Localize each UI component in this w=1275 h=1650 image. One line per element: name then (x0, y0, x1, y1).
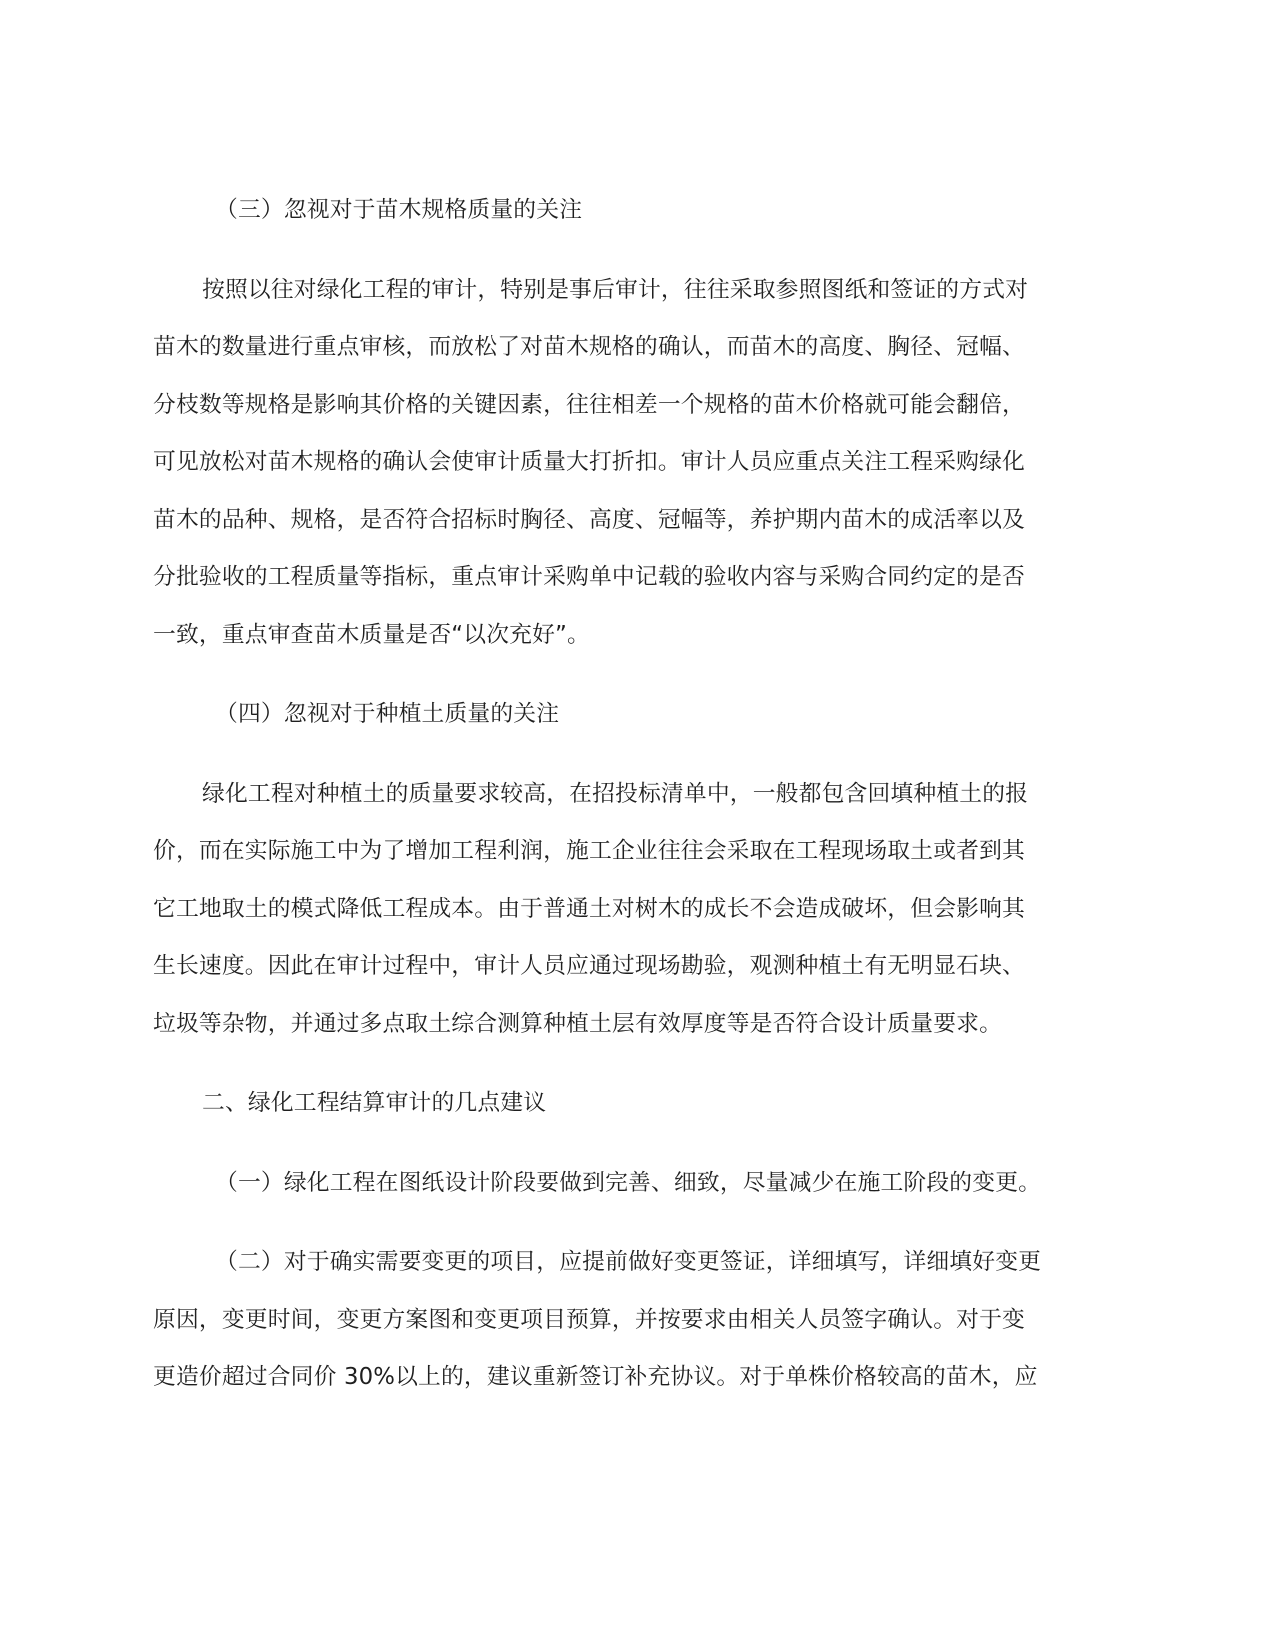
subheading-3: （三）忽视对于苗木规格质量的关注 (215, 197, 583, 223)
recommendation-2-line-2: 原因，变更时间，变更方案图和变更项目预算，并按要求由相关人员签字确认。对于变 (153, 1306, 1025, 1333)
paragraph-4-line-1: 绿化工程对种植土的质量要求较高，在招投标清单中，一般都包含回填种植土的报 (202, 780, 1029, 807)
paragraph-4-line-3: 它工地取土的模式降低工程成本。由于普通土对树木的成长不会造成破坏，但会影响其 (153, 895, 1025, 922)
paragraph-3-line-5: 苗木的品种、规格，是否符合招标时胸径、高度、冠幅等，养护期内苗木的成活率以及 (153, 506, 1025, 533)
paragraph-4-line-4: 生长速度。因此在审计过程中，审计人员应通过现场勘验，观测种植土有无明显石块、 (153, 953, 1025, 979)
recommendation-2-line-3: 更造价超过合同价 30%以上的，建议重新签订补充协议。对于单株价格较高的苗木，应 (153, 1364, 1038, 1390)
paragraph-3-line-1: 按照以往对绿化工程的审计，特别是事后审计，往往采取参照图纸和签证的方式对 (202, 276, 1029, 303)
paragraph-3-line-2: 苗木的数量进行重点审核，而放松了对苗木规格的确认，而苗木的高度、胸径、冠幅、 (153, 334, 1025, 360)
section-2-heading: 二、绿化工程结算审计的几点建议 (202, 1090, 547, 1116)
paragraph-4-line-2: 价，而在实际施工中为了增加工程利润，施工企业往往会采取在工程现场取土或者到其 (153, 838, 1025, 864)
paragraph-3-line-3: 分枝数等规格是影响其价格的关键因素，往往相差一个规格的苗木价格就可能会翻倍， (153, 391, 1025, 418)
paragraph-3-line-7: 一致，重点审查苗木质量是否“以次充好”。 (153, 621, 590, 648)
recommendation-1: （一）绿化工程在图纸设计阶段要做到完善、细致，尽量减少在施工阶段的变更。 (215, 1169, 1042, 1196)
subheading-4: （四）忽视对于种植土质量的关注 (215, 701, 560, 727)
document-body (153, 182, 1103, 1407)
paragraph-3-line-4: 可见放松对苗木规格的确认会使审计质量大打折扣。审计人员应重点关注工程采购绿化 (153, 449, 1025, 475)
recommendation-2-line-1: （二）对于确实需要变更的项目，应提前做好变更签证，详细填写，详细填好变更 (215, 1249, 1042, 1275)
paragraph-4-line-5: 垃圾等杂物，并通过多点取土综合测算种植土层有效厚度等是否符合设计质量要求。 (153, 1010, 1003, 1037)
paragraph-3-line-6: 分批验收的工程质量等指标，重点审计采购单中记载的验收内容与采购合同约定的是否 (153, 564, 1025, 590)
